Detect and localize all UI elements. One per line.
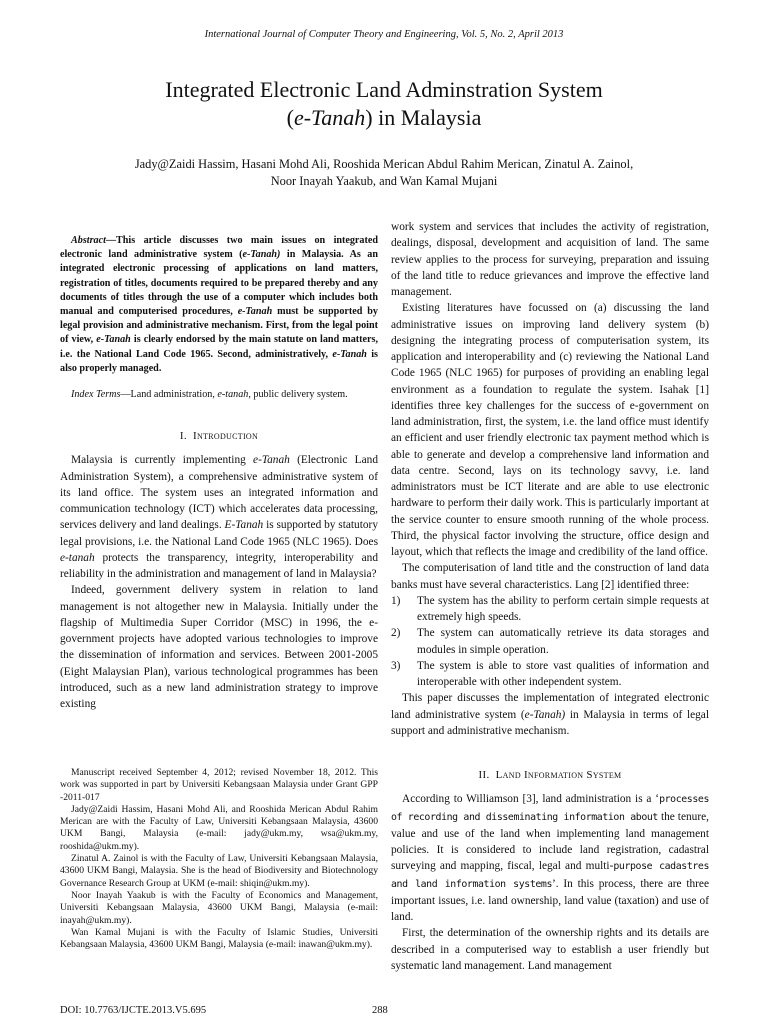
list-number: 3) (391, 659, 401, 672)
italic: E-Tanah (224, 519, 264, 532)
paragraph-literature: Existing literatures have focussed on (a) discussing the land administrative issues on improving land delivery system (b) designing the integrating process of computerisation system, its application and interoperability and (c) reviewing the National Land Code 1965 (NLC 1965) for purposes of providing an enabling legal environment as a foundation to regulate the system. Isahak [1] identifies three key challenges for the success of e-government on land administration, first, the system, i.e. the land office must identify an efficient and user friendly electronic tax payment method which is able to generate and develop a comprehensive land information and data centre. Second, lays on its technology savvy, i.e. land administrators must be ICT literate and are able to use electronic hardware to perform their daily work. This is particularly important at the service counter to ensure smooth running of the whole process. Third, the physical factor involving the structure, office design and layout, which that reflects the image and credibility of the land office. (391, 302, 709, 558)
section-number: I. (179, 430, 187, 443)
abstract-label: Abstract (71, 235, 106, 246)
list-text: The system has the ability to perform certain simple requests at extremely high speeds. (417, 594, 709, 623)
section-heading-introduction (60, 428, 378, 444)
footnote: Noor Inayah Yaakub is with the Faculty of Economics and Management, Universiti Kebangsaan Malaysia, 43600 UKM Bangi, Malaysia (e-mail: inayah@ukm.my). (60, 889, 378, 926)
index-terms-label: Index Terms (71, 389, 121, 401)
paragraph-ownership: First, the determination of the ownership rights and its details are described in a computerised way to establish a user friendly but systematic land management. Land management (391, 927, 709, 972)
doi: DOI: 10.7763/IJCTE.2013.V5.695 (60, 1005, 207, 1016)
abstract-text: is clearly endorsed by the main statute on land matters, i.e. the National Land Code 1965. Second, administratively, (60, 334, 378, 360)
title-etanah: e-Tanah (293, 105, 366, 130)
intro-paragraph-2: Indeed, government delivery system in relation to land management is not altogether new in Malaysia. Initially under the flagship of Multimedia Super Corridor (MSC) in 1996, the e-government projects have adopted various technologies to improve the dissemination of information and services. Between 2001-2005 (Eight Malaysian Plan), various technological programmes has been introduced, such as a new land administration strategy to improve existing (60, 584, 378, 711)
footnote: Wan Kamal Mujani is with the Faculty of Islamic Studies, Universiti Kebangsaan Malaysia, 43600 UKM Bangi, Malaysia (e-mail: inawan@ukm.my). (60, 926, 378, 951)
title-rest: ) in Malaysia (365, 105, 482, 130)
index-terms-text: , public delivery system. (248, 389, 348, 401)
list-text: The system can automatically retrieve its data storages and modules in simple operation. (417, 627, 709, 656)
abstract-text: is also properly managed. (60, 348, 378, 374)
list-item (391, 658, 709, 691)
page-number: 288 (372, 1005, 388, 1016)
abstract-italic: e-Tanah (332, 348, 367, 360)
text: in Malaysia in terms of legal support and administrative mechanism. (391, 708, 709, 737)
footnote: Manuscript received September 4, 2012; revised November 18, 2012. This work was supported in part by Universiti Kebangsaan Malaysia under Grant GPP -2011-017 (60, 767, 378, 803)
text: protects the transparency, integrity, interoperability and reliability in the administration and management of land in Malaysia? (60, 551, 378, 581)
abstract-italic: e-Tanah (96, 334, 131, 346)
abstract-text: This article discusses two main issues on integrated electronic land administrative system ( (60, 235, 378, 261)
authors-line-2: Noor Inayah Yaakub, and Wan Kamal Mujani (270, 174, 498, 188)
paper-title (0, 76, 768, 132)
text: the tenure, value and use of the land when implementing land management policies. It is considered to include land registration, cadastral surveying and mapping, fiscal, legal and multi- (391, 810, 709, 873)
quote-text: processes of recording and disseminating information about (391, 794, 709, 823)
authors-line-1: Jady@Zaidi Hassim, Hasani Mohd Ali, Rooshida Merican Abdul Rahim Merican, Zinatul A. Zainol, (134, 157, 634, 171)
right-column (391, 219, 709, 974)
journal-header: International Journal of Computer Theory and Engineering, Vol. 5, No. 2, April 2013 (204, 29, 564, 40)
title-paren: ( (286, 105, 294, 130)
abstract-italic: e-Tanah) (242, 249, 281, 261)
quote-text: purpose cadastres and land information systems (391, 861, 710, 890)
index-terms (60, 388, 378, 402)
italic: e-Tanah) (524, 708, 566, 721)
abstract-text: must be supported by legal provision and administrative mechanism. First, from the legal point of view, (60, 306, 378, 346)
author-list (60, 156, 708, 190)
abstract-text: in Malaysia. As an integrated electronic processing of applications on land matters, registration of titles, documents required to be prepared thereby and any documents of titles through the use of a computer which includes both manual and computerised procedures, (60, 249, 378, 318)
paragraph-paper-scope (391, 690, 709, 739)
paragraph-continued: work system and services that includes the activity of registration, dealings, disposal, development and acquisition of land. The same review applies to the process for surveying, preparation and issuing of the land title to reduce grievances and improve the effective land management. (391, 221, 709, 298)
left-column (60, 234, 378, 712)
abstract (60, 234, 378, 376)
footnote: Jady@Zaidi Hassim, Hasani Mohd Ali, and Rooshida Merican Abdul Rahim Merican are with the Faculty of Law, Universiti Kebangsaan Malaysia, 43600 UKM Bangi, Malaysia (e-mail: jady@ukm.my, wsa@ukm.my, rooshida@ukm.my). (60, 803, 378, 852)
list-number: 1) (391, 594, 401, 607)
section-title: Land Information System (495, 769, 622, 781)
abstract-italic: e-Tanah (237, 306, 273, 318)
paragraph-williamson (391, 791, 709, 925)
paragraph-characteristics: The computerisation of land title and the construction of land data banks must have several characteristics. Lang [2] identified three: (391, 562, 709, 591)
index-terms-text: —Land administration, (120, 389, 218, 401)
section-number: II. (478, 769, 490, 781)
list-number: 2) (391, 627, 401, 640)
list-item (391, 593, 709, 626)
text: ’. In this process, there are three important issues, i.e. land ownership, land value (taxation) and use of land. (391, 877, 709, 923)
list-text: The system is able to store vast qualities of information and interoperable with other independent system. (417, 659, 709, 688)
list-item (391, 625, 709, 658)
italic: e-tanah (60, 551, 95, 564)
section-heading-land-information-system (391, 767, 709, 783)
footnote: Zinatul A. Zainol is with the Faculty of Law, Universiti Kebangsaan Malaysia, 43600 UKM Bangi, Malaysia. She is the head of Biodiversity and Biotechnology Governance Research Group at UKM (e-mail: shiqin@ukm.my). (60, 853, 378, 889)
title-line-2 (0, 104, 768, 132)
text: This paper discusses the implementation of integrated electronic land administrative system ( (391, 692, 709, 721)
footnotes (60, 767, 378, 951)
section-title: Introduction (193, 430, 259, 443)
title-line-1: Integrated Electronic Land Adminstration System (165, 77, 603, 102)
intro-paragraph-1 (60, 452, 378, 582)
italic: e-Tanah (253, 454, 290, 467)
text: According to Williamson [3], land administration is a ‘ (402, 793, 660, 806)
text: (Electronic Land Administration System), a comprehensive administrative system of its land office. The system uses an integrated information and communication technology (ICT) which accelerates data processing, services delivery and land dealings. (60, 454, 378, 532)
characteristics-list (391, 593, 709, 691)
abstract-dash: — (105, 235, 117, 246)
text: is supported by statutory legal provisions, i.e. the National Land Code 1965 (NLC 1965). Does (60, 519, 378, 548)
text: Malaysia is currently implementing (71, 454, 254, 467)
index-terms-italic: e-tanah (217, 389, 249, 401)
